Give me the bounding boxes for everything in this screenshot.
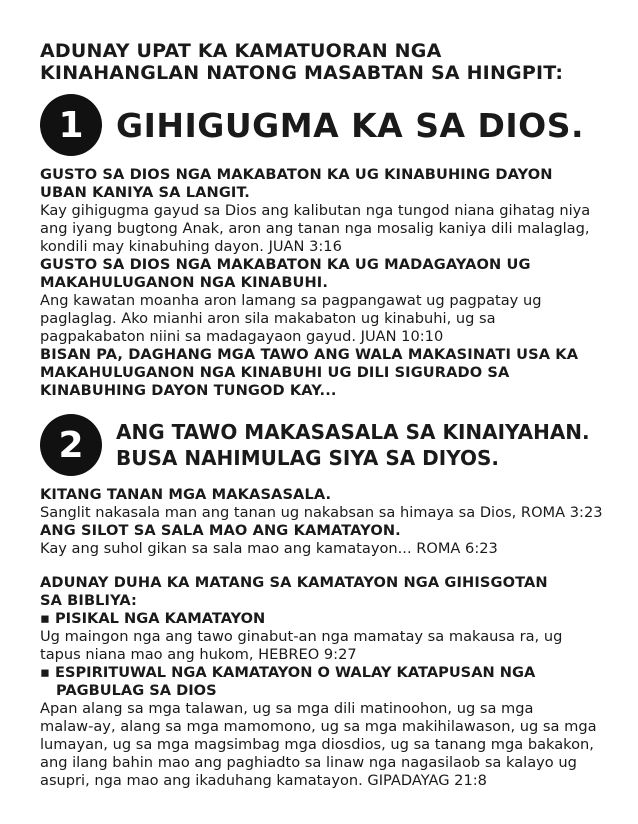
- body-line: ang ilang bahin mao ang paghiadto sa linaw nga nagasilaob sa kalayo ug: [40, 754, 577, 771]
- heading-line: UBAN KANIYA SA LANGIT.: [40, 184, 250, 201]
- heading-line: MAKAHULUGANON NGA KINABUHI UG DILI SIGURADO SA: [40, 364, 510, 381]
- intro-heading: [40, 40, 620, 84]
- body-line: malaw-ay, alang sa mga mamomono, ug sa mga makihilawason, ug sa mga: [40, 718, 597, 735]
- intro-line: KINAHANGLAN NATONG MASABTAN SA HINGPIT:: [40, 62, 564, 84]
- section-2-death-block: [40, 574, 620, 790]
- heading-line: KINABUHING DAYON TUNGOD KAY...: [40, 382, 337, 399]
- heading-line: MAKAHULUGANON NGA KINABUHI.: [40, 274, 328, 291]
- section-2-title-line: BUSA NAHIMULAG SIYA SA DIYOS.: [116, 446, 499, 470]
- heading-line: SA BIBLIYA:: [40, 592, 137, 609]
- body-line: tapus niana mao ang hukom, HEBREO 9:27: [40, 646, 357, 663]
- body-line: paglaglag. Ako mianhi aron sila makabaton ug kinabuhi, ug sa: [40, 310, 496, 327]
- heading-line: KITANG TANAN MGA MAKASASALA.: [40, 486, 332, 503]
- section-2-header: [40, 414, 620, 476]
- heading-line: GUSTO SA DIOS NGA MAKABATON KA UG MADAGAYAON UG: [40, 256, 531, 273]
- body-line: Kay gihigugma gayud sa Dios ang kalibutan nga tungod niana gihatag niya: [40, 202, 591, 219]
- body-line: asupri, nga mao ang ikaduhang kamatayon. GIPADAYAG 21:8: [40, 772, 487, 789]
- bullet-item: ▪ PISIKAL NGA KAMATAYON: [40, 610, 266, 627]
- body-line: Ug maingon nga ang tawo ginabut-an nga mamatay sa makausa ra, ug: [40, 628, 563, 645]
- section-2-sin-block: [40, 486, 620, 558]
- body-line: lumayan, ug sa mga magsimbag mga diosdios, ug sa tanang mga bakakon,: [40, 736, 594, 753]
- spacer: [40, 558, 620, 574]
- section-1-body: [40, 166, 620, 400]
- section-2-title: [116, 419, 590, 471]
- section-1-title: GIHIGUGMA KA SA DIOS.: [116, 105, 585, 145]
- body-line: pagpakabaton niini sa madagayaon gayud. JUAN 10:10: [40, 328, 444, 345]
- bullet-item: PAGBULAG SA DIOS: [56, 682, 217, 699]
- section-1-number-badge: 1: [40, 94, 102, 156]
- heading-line: BISAN PA, DAGHANG MGA TAWO ANG WALA MAKASINATI USA KA: [40, 346, 579, 363]
- heading-line: GUSTO SA DIOS NGA MAKABATON KA UG KINABUHING DAYON: [40, 166, 553, 183]
- section-2-title-line: ANG TAWO MAKASASALA SA KINAIYAHAN.: [116, 420, 590, 444]
- heading-line: ADUNAY DUHA KA MATANG SA KAMATAYON NGA GIHISGOTAN: [40, 574, 548, 591]
- bullet-item: ▪ ESPIRITUWAL NGA KAMATAYON O WALAY KATAPUSAN NGA: [40, 664, 536, 681]
- section-1-header: [40, 94, 620, 156]
- body-line: Kay ang suhol gikan sa sala mao ang kamatayon... ROMA 6:23: [40, 540, 498, 557]
- body-line: kondili may kinabuhing dayon. JUAN 3:16: [40, 238, 342, 255]
- heading-line: ANG SILOT SA SALA MAO ANG KAMATAYON.: [40, 522, 401, 539]
- body-line: ang iyang bugtong Anak, aron ang tanan nga mosalig kaniya dili malaglag,: [40, 220, 590, 237]
- body-line: Sanglit nakasala man ang tanan ug nakabsan sa himaya sa Dios, ROMA 3:23: [40, 504, 603, 521]
- body-line: Ang kawatan moanha aron lamang sa pagpangawat ug pagpatay ug: [40, 292, 542, 309]
- section-2-number-badge: 2: [40, 414, 102, 476]
- body-line: Apan alang sa mga talawan, ug sa mga dili matinoohon, ug sa mga: [40, 700, 534, 717]
- intro-line: ADUNAY UPAT KA KAMATUORAN NGA: [40, 40, 442, 62]
- tract-page: [40, 40, 620, 790]
